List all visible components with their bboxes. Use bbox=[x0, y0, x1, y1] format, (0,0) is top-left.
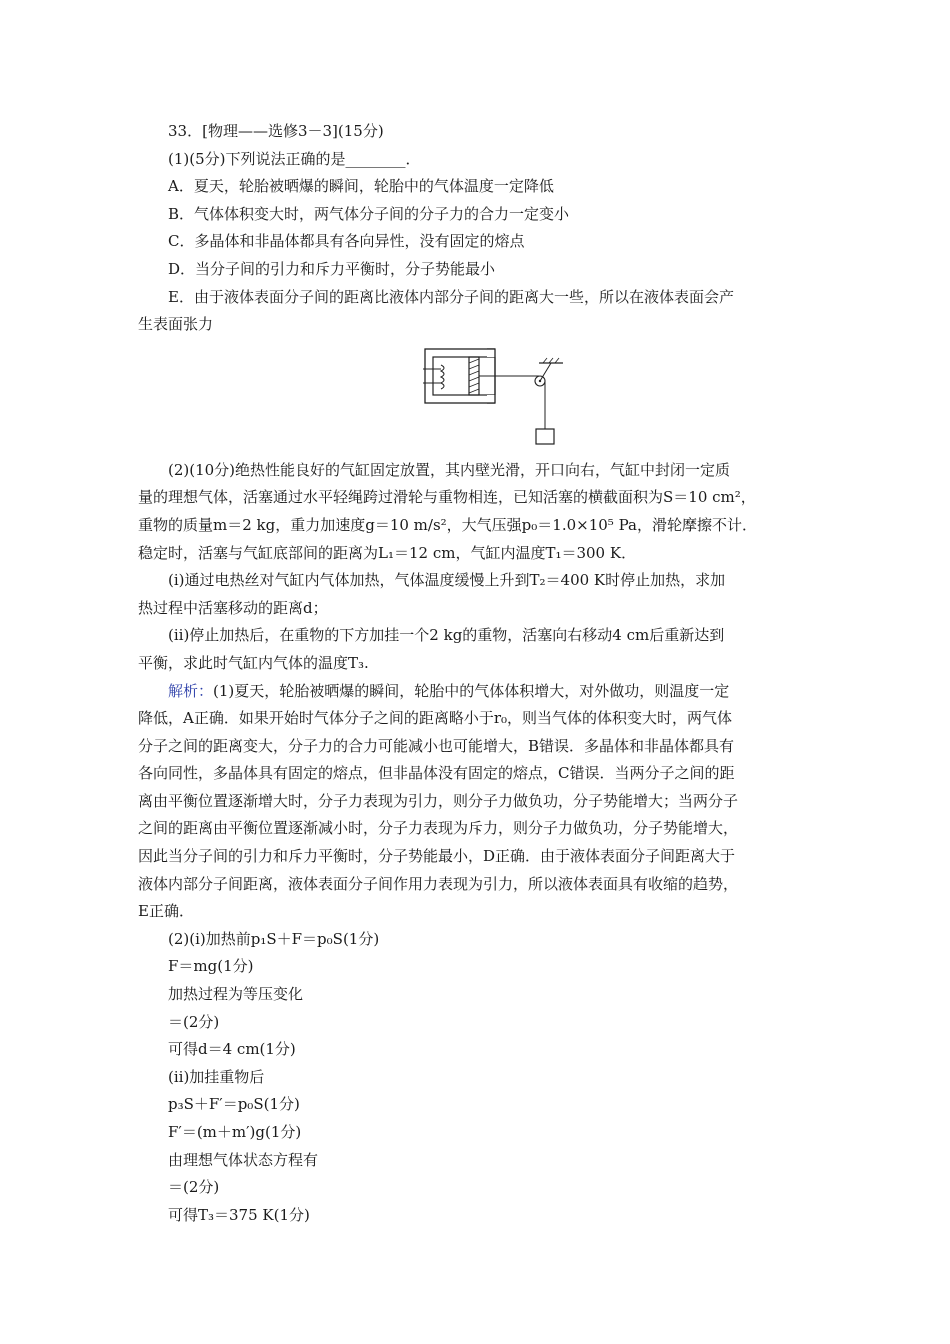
option-b: B．气体体积变大时，两气体分子间的分子力的合力一定变小 bbox=[168, 204, 570, 223]
solution-line-8: E正确． bbox=[138, 902, 194, 921]
option-d: D．当分子间的引力和斥力平衡时，分子势能最小 bbox=[168, 259, 496, 278]
part2-line-2: 量的理想气体，活塞通过水平轻绳跨过滑轮与重物相连，已知活塞的横截面积为S＝10 cm²， bbox=[138, 488, 756, 507]
part2-line-1: (2)(10分)绝热性能良好的气缸固定放置，其内壁光滑，开口向右，气缸中封闭一定质 bbox=[168, 460, 731, 479]
step-1: (2)(ⅰ)加热前p₁S＋F＝p₀S(1分) bbox=[168, 929, 380, 948]
hanging-weight bbox=[536, 429, 554, 444]
solution-line-3: 各向同性，多晶体具有固定的熔点，但非晶体没有固定的熔点，C错误．当两分子之间的距 bbox=[138, 764, 735, 783]
solution-line-4: 离由平衡位置逐渐增大时，分子力表现为引力，则分子力做负功，分子势能增大；当两分子 bbox=[138, 791, 739, 810]
step-9: 由理想气体状态方程有 bbox=[168, 1150, 319, 1169]
part2-line-3: 重物的质量m＝2 kg，重力加速度g＝10 m/s²，大气压强p₀＝1.0×10⁵ Pa，滑轮摩擦不计． bbox=[138, 515, 757, 534]
solution-line-7: 液体内部分子间距离，液体表面分子间作用力表现为引力，所以液体表面具有收缩的趋势， bbox=[138, 874, 739, 893]
part2-line-4: 稳定时，活塞与气缸底部间的距离为L₁＝12 cm，气缸内温度T₁＝300 K． bbox=[138, 543, 637, 562]
sub-question-ii-line-2: 平衡，求此时气缸内气体的温度T₃. bbox=[138, 653, 369, 672]
part1-prompt: (1)(5分)下列说法正确的是________． bbox=[168, 149, 421, 168]
step-10: ＝(2分) bbox=[168, 1178, 220, 1197]
step-5: 可得d＝4 cm(1分) bbox=[168, 1040, 296, 1059]
option-e-continued: 生表面张力 bbox=[138, 315, 214, 334]
solution-text-start: (1)夏天，轮胎被晒爆的瞬间，轮胎中的气体体积增大，对外做功，则温度一定 bbox=[213, 681, 730, 700]
option-a: A．夏天，轮胎被晒爆的瞬间，轮胎中的气体温度一定降低 bbox=[168, 177, 554, 196]
solution-line-5: 之间的距离由平衡位置逐渐减小时，分子力表现为斥力，则分子力做负功，分子势能增大， bbox=[138, 819, 739, 838]
sub-question-i-line-1: (ⅰ)通过电热丝对气缸内气体加热，气体温度缓慢上升到T₂＝400 K时停止加热，求加 bbox=[168, 571, 726, 590]
step-2: F＝mg(1分) bbox=[168, 957, 254, 976]
solution-line-6: 因此当分子间的引力和斥力平衡时，分子势能最小，D正确．由于液体表面分子间距离大于 bbox=[138, 847, 736, 866]
step-8: F′＝(m＋m′)g(1分) bbox=[168, 1123, 302, 1141]
cylinder-piston-figure bbox=[138, 339, 818, 457]
solution-first-line bbox=[138, 678, 818, 706]
option-c: C．多晶体和非晶体都具有各向异性，没有固定的熔点 bbox=[168, 232, 525, 251]
step-6: (ⅱ)加挂重物后 bbox=[168, 1067, 265, 1086]
apparatus-diagram bbox=[423, 343, 563, 453]
sub-question-ii-line-1: (ⅱ)停止加热后，在重物的下方加挂一个2 kg的重物，活塞向右移动4 cm后重新达到 bbox=[168, 626, 725, 645]
step-11: 可得T₃＝375 K(1分) bbox=[168, 1205, 310, 1224]
question-header: 33．[物理——选修3－3](15分) bbox=[168, 122, 384, 140]
step-3: 加热过程为等压变化 bbox=[168, 985, 304, 1004]
solution-line-1: 降低，A正确．如果开始时气体分子之间的距离略小于r₀，则当气体的体积变大时，两气体 bbox=[138, 709, 733, 728]
step-4: ＝(2分) bbox=[168, 1012, 220, 1031]
document-body bbox=[138, 118, 818, 1229]
solution-line-2: 分子之间的距离变大，分子力的合力可能减小也可能增大，B错误．多晶体和非晶体都具有 bbox=[138, 736, 735, 755]
heating-coil bbox=[441, 365, 444, 389]
sub-question-i-line-2: 热过程中活塞移动的距离d； bbox=[138, 598, 328, 617]
option-e: E．由于液体表面分子间的距离比液体内部分子间的距离大一些，所以在液体表面会产 bbox=[168, 287, 734, 306]
step-7: p₃S＋F′＝p₀S(1分) bbox=[168, 1095, 300, 1114]
solution-label: 解析： bbox=[168, 681, 214, 700]
